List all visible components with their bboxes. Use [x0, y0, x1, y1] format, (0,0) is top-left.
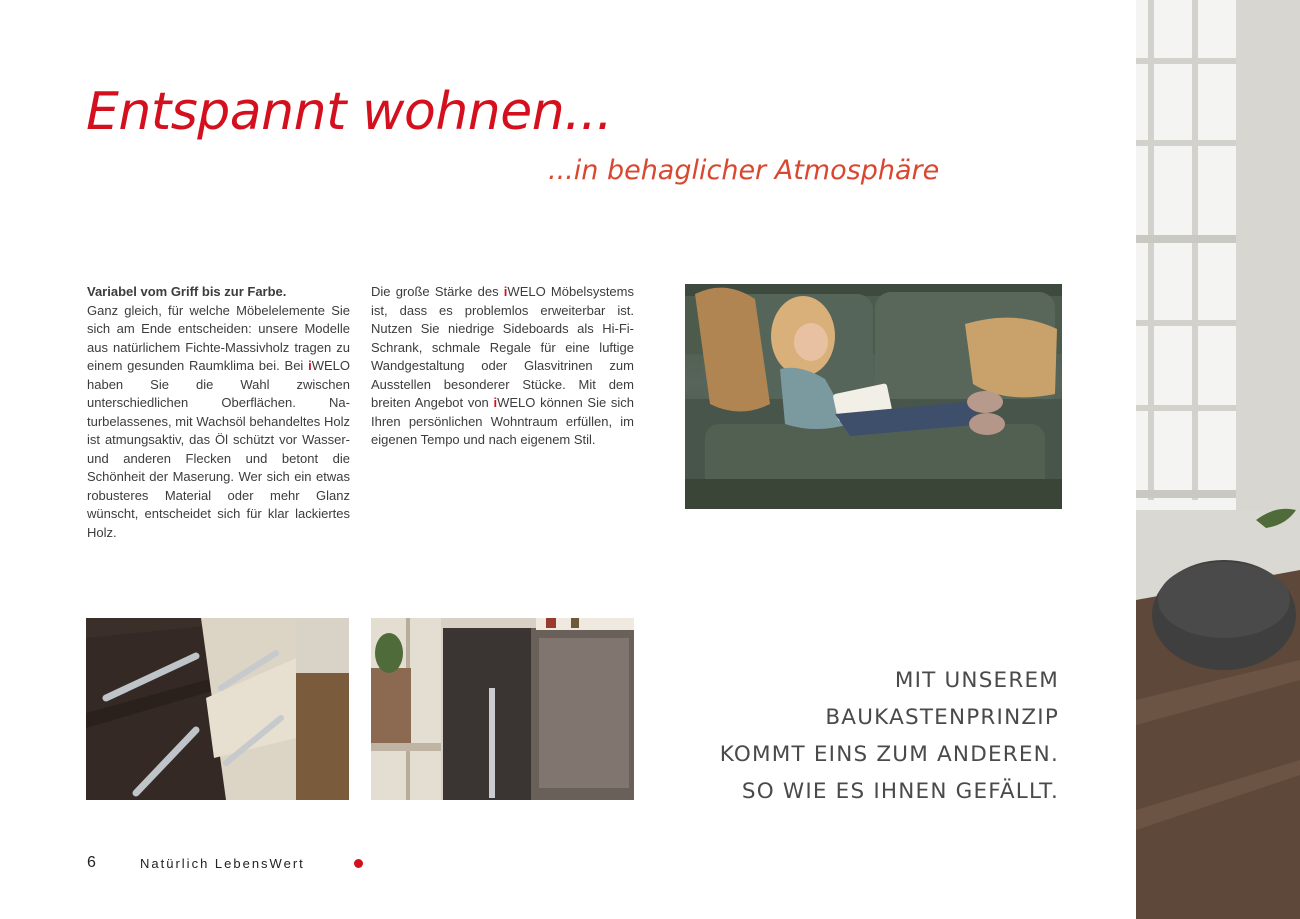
- text-column-left: [87, 283, 350, 542]
- drawer-handles-photo: [86, 618, 349, 800]
- room-window-pouf-photo: [1136, 0, 1300, 919]
- page-number: 6: [87, 854, 96, 871]
- brand-name: WELO: [311, 358, 350, 373]
- text-column-middle: [371, 283, 634, 450]
- brand-name: WELO: [497, 395, 536, 410]
- brand-i: i: [308, 358, 312, 373]
- tagline: [639, 662, 1059, 810]
- tagline-line: BAUKASTENPRINZIP: [825, 705, 1059, 730]
- brand-i: i: [493, 395, 498, 410]
- cabinet-illustration: [371, 618, 634, 800]
- footer-title: Natürlich LebensWert: [140, 856, 305, 871]
- column-text: haben Sie die Wahl zwischen unterschiedlichen Oberflächen. Naturbelassenes, mit Wachsöl behandeltes Holz ist atmungsaktiv, das Öl schützt vor Wasser- und anderen Flecken und betont die Schönheit der Maserung. Wer sich ein etwas robusteres Material oder mehr Glanz wünscht, entscheidet sich für klar lackiertes Holz.: [87, 376, 350, 540]
- drawer-handles-illustration: [86, 618, 349, 800]
- sofa-reading-photo: [685, 284, 1062, 509]
- brand-name: WELO: [507, 284, 546, 299]
- footer-dot-icon: [354, 859, 363, 868]
- tagline-line: KOMMT EINS ZUM ANDEREN.: [719, 742, 1059, 767]
- tagline-line: MIT UNSEREM: [894, 668, 1059, 693]
- page-subtitle: ...in behaglicher Atmosphäre: [548, 155, 940, 186]
- brand-i: i: [503, 284, 508, 299]
- column-lead: Variabel vom Griff bis zur Farbe.: [87, 284, 287, 299]
- column-text: Die große Stärke des: [371, 284, 504, 299]
- column-text: können Sie sich Ihren persönlichen Wohntraum erfüllen, im eigenen Tempo und nach eigenem Stil.: [371, 395, 634, 447]
- column-text: Möbelsystems ist, dass es problemlos erweiterbar ist. Nutzen Sie niedrige Sideboards als Hi-Fi-Schrank, schmale Regale für eine luftige Wandgestaltung oder Glasvitrinen zum Ausstellen besonderer Stücke. Mit dem breiten Angebot von: [371, 284, 634, 410]
- page-title: Entspannt wohnen...: [86, 82, 613, 142]
- cabinet-glass-door-photo: [371, 618, 634, 800]
- sofa-reading-illustration: [685, 284, 1062, 509]
- tagline-line: SO WIE ES IHNEN GEFÄLLT.: [741, 779, 1059, 804]
- column-text: Ganz gleich, für welche Möbelelemente Sie sich am Ende entscheiden: unsere Modelle aus natürlichem Fichte-Massivholz tragen zu einem gesunden Raumklima bei. Bei: [87, 302, 350, 373]
- room-illustration: [1136, 0, 1300, 919]
